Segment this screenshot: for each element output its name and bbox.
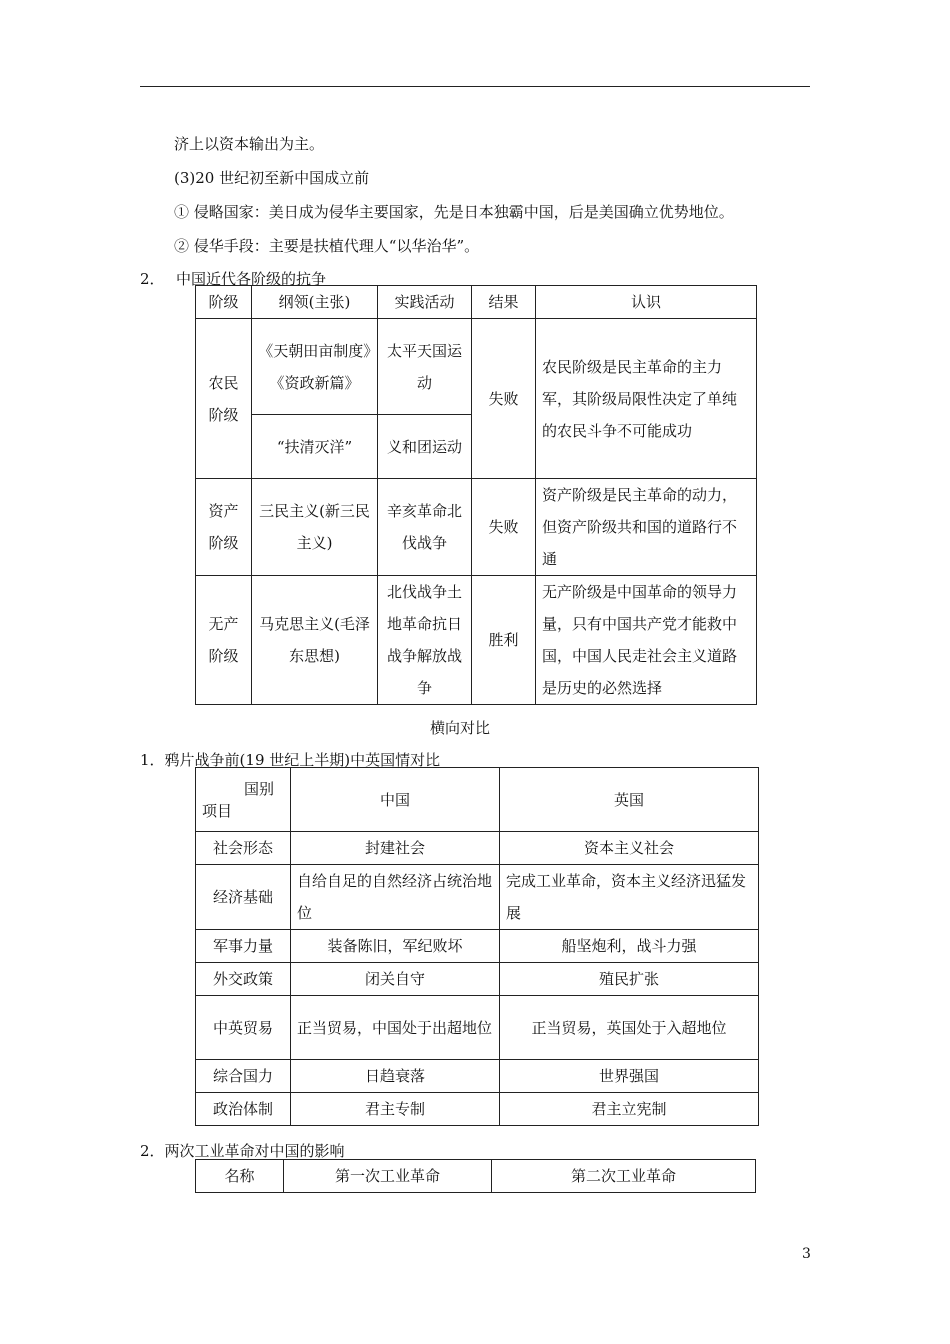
bourgeois-result: 失败 (472, 479, 536, 576)
row-china: 君主专制 (291, 1093, 500, 1126)
row-britain: 船坚炮利，战斗力强 (500, 930, 759, 963)
header-program: 纲领(主张) (252, 286, 378, 319)
header-rule (140, 86, 810, 87)
section-2-number: 2． (140, 270, 165, 288)
row-britain: 资本主义社会 (500, 832, 759, 865)
row-china: 日趋衰落 (291, 1060, 500, 1093)
header-practice: 实践活动 (378, 286, 472, 319)
row-china: 闭关自守 (291, 963, 500, 996)
header-name: 名称 (196, 1160, 284, 1193)
peasant-class: 农民阶级 (196, 319, 252, 479)
row-item: 中英贸易 (196, 996, 291, 1060)
intro-line-3: ① 侵略国家：美日成为侵华主要国家，先是日本独霸中国，后是美国确立优势地位。 (174, 203, 734, 221)
col-britain: 英国 (500, 768, 759, 832)
proletariat-result: 胜利 (472, 576, 536, 705)
peasant-practice-1: 太平天国运动 (378, 319, 472, 415)
peasant-program-1: 《天朝田亩制度》《资政新篇》 (252, 319, 378, 415)
peasant-result: 失败 (472, 319, 536, 479)
bourgeois-view: 资产阶级是民主革命的动力，但资产阶级共和国的道路行不通 (536, 479, 757, 576)
class-struggle-table (195, 285, 757, 705)
proletariat-class: 无产阶级 (196, 576, 252, 705)
bourgeois-practice: 辛亥革命北伐战争 (378, 479, 472, 576)
header-first-revolution: 第一次工业革命 (284, 1160, 492, 1193)
china-britain-table (195, 767, 759, 1126)
peasant-program-2: “扶清灭洋” (252, 415, 378, 479)
row-china: 封建社会 (291, 832, 500, 865)
row-item: 综合国力 (196, 1060, 291, 1093)
section-h1-title: 1．鸦片战争前(19 世纪上半期)中英国情对比 (140, 751, 441, 769)
row-china: 装备陈旧，军纪败坏 (291, 930, 500, 963)
row-britain: 君主立宪制 (500, 1093, 759, 1126)
row-item: 政治体制 (196, 1093, 291, 1126)
peasant-practice-2: 义和团运动 (378, 415, 472, 479)
row-britain: 完成工业革命，资本主义经济迅猛发展 (500, 865, 759, 930)
bourgeois-class: 资产阶级 (196, 479, 252, 576)
header-result: 结果 (472, 286, 536, 319)
row-china: 正当贸易，中国处于出超地位 (291, 996, 500, 1060)
corner-item: 项目 (202, 801, 233, 820)
intro-line-4: ② 侵华手段：主要是扶植代理人“以华治华”。 (174, 237, 480, 255)
section-h2-title: 2．两次工业革命对中国的影响 (140, 1142, 345, 1160)
row-britain: 正当贸易，英国处于入超地位 (500, 996, 759, 1060)
page-number: 3 (802, 1246, 811, 1262)
industrial-revolution-table (195, 1159, 756, 1193)
section-2-title: 中国近代各阶级的抗争 (176, 270, 327, 288)
corner-cell (196, 768, 291, 832)
intro-line-1: 济上以资本输出为主。 (174, 135, 325, 153)
row-britain: 世界强国 (500, 1060, 759, 1093)
bourgeois-program: 三民主义(新三民主义) (252, 479, 378, 576)
row-item: 社会形态 (196, 832, 291, 865)
proletariat-program: 马克思主义(毛泽东思想) (252, 576, 378, 705)
intro-line-2: (3)20 世纪初至新中国成立前 (174, 169, 370, 187)
header-second-revolution: 第二次工业革命 (492, 1160, 756, 1193)
horizontal-compare-title: 横向对比 (430, 719, 491, 737)
peasant-view: 农民阶级是民主革命的主力军，其阶级局限性决定了单纯的农民斗争不可能成功 (536, 319, 757, 479)
row-item: 军事力量 (196, 930, 291, 963)
proletariat-practice: 北伐战争土地革命抗日战争解放战争 (378, 576, 472, 705)
header-class: 阶级 (196, 286, 252, 319)
proletariat-view: 无产阶级是中国革命的领导力量，只有中国共产党才能救中国，中国人民走社会主义道路是历史的必然选择 (536, 576, 757, 705)
header-view: 认识 (536, 286, 757, 319)
col-china: 中国 (291, 768, 500, 832)
row-britain: 殖民扩张 (500, 963, 759, 996)
row-item: 经济基础 (196, 865, 291, 930)
row-china: 自给自足的自然经济占统治地位 (291, 865, 500, 930)
row-item: 外交政策 (196, 963, 291, 996)
corner-country: 国别 (243, 779, 274, 798)
